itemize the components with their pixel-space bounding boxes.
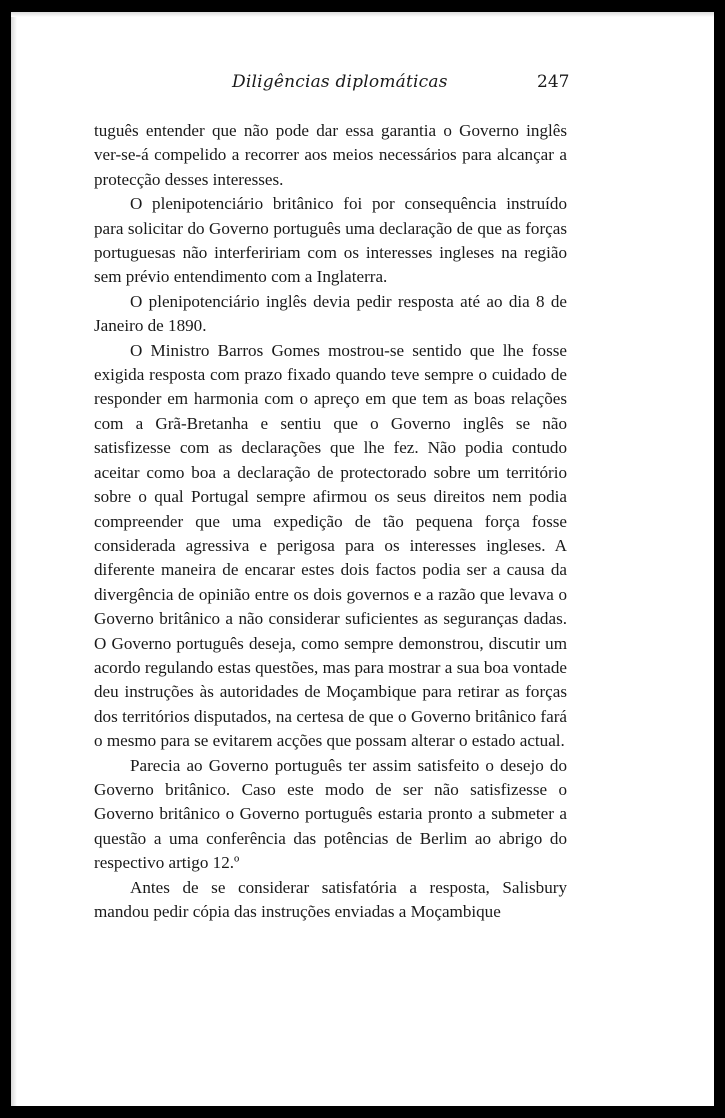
page-number: 247: [537, 72, 570, 92]
page-top-shadow: [11, 12, 714, 17]
paragraph-4: O Ministro Barros Gomes mostrou-se sentido que lhe fosse exigida resposta com prazo fixado quando teve sempre o cuidado de responder em harmonia com o apreço em que tem as boas relações com a Grã-Bretanha e sentiu que o Governo inglês se não satisfizesse com as declarações que lhe fez. Não podia contudo aceitar como boa a declaração de protectorado sobre um território sobre o qual Portugal sempre afirmou os seus direitos nem podia compreender que uma expedição de tão pequena força fosse considerada agressiva e perigosa para os interesses ingleses. A diferente maneira de encarar estes dois factos podia ser a causa da divergência de opinião entre os dois governos e a razão que levava o Governo britânico a não considerar suficientes as seguranças dadas. O Governo português deseja, como sempre demonstrou, discutir um acordo regulando estas questões, mas para mostrar a sua boa vontade deu instruções às autoridades de Moçambique para retirar as forças dos territórios disputados, na certesa de que o Governo britânico fará o mesmo para se evitarem acções que possam alterar o estado actual.: [94, 340, 567, 751]
page-header: [11, 72, 714, 102]
paragraph-6: Antes de se considerar satisfatória a resposta, Salisbury mandou pedir cópia das instruções enviadas a Moçambique: [94, 877, 567, 921]
page-edge-shadow: [11, 12, 17, 1106]
book-page: [11, 12, 714, 1106]
paragraph-3: O plenipotenciário inglês devia pedir resposta até ao dia 8 de Janeiro de 1890.: [94, 291, 567, 336]
paragraph-5: Parecia ao Governo português ter assim satisfeito o desejo do Governo britânico. Caso este modo de ser não satisfizesse o Governo britânico o Governo português estaria pronto a submeter a questão a uma conferência das potências de Berlim ao abrigo do respectivo artigo 12.º: [94, 755, 567, 873]
body-text: [94, 119, 567, 924]
paragraph-1: tuguês entender que não pode dar essa garantia o Governo inglês ver-se-á compelido a recorrer aos meios necessários para alcançar a protecção desses interesses.: [94, 121, 567, 189]
running-title: Diligências diplomáticas: [232, 72, 448, 92]
paragraph-2: O plenipotenciário britânico foi por consequência instruído para solicitar do Governo português uma declaração de que as forças portuguesas não interfeririam com os interesses ingleses na região sem prévio entendimento com a Inglaterra.: [94, 194, 567, 287]
